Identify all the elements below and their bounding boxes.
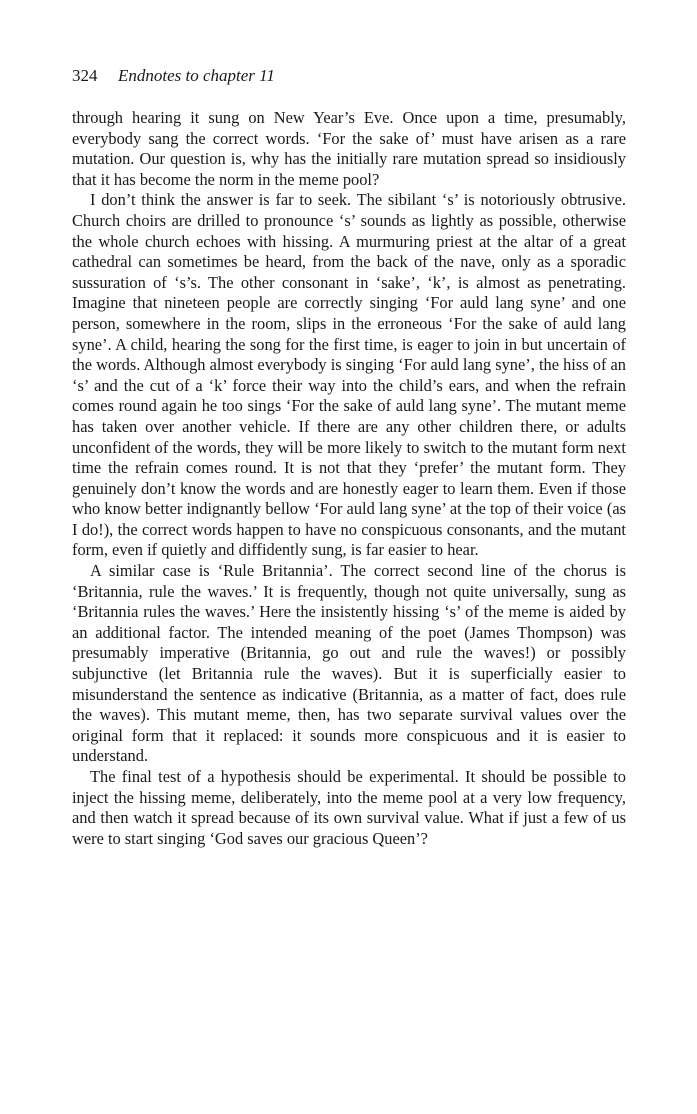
book-page: [72, 62, 626, 849]
page-number: 324: [72, 66, 98, 85]
paragraph-final-test: The final test of a hypothesis should be experimental. It should be possible to inject the hissing meme, deliberately, into the meme pool at a very low frequency, and then watch it spread because of its own survival value. What if just a few of us were to start singing ‘God saves our gracious Queen’?: [72, 767, 626, 848]
running-head-title: Endnotes to chapter 11: [118, 66, 275, 85]
running-head: [72, 62, 626, 90]
paragraph-sibilant: I don’t think the answer is far to seek. The sibilant ‘s’ is notoriously obtrusive. Church choirs are drilled to pronounce ‘s’ sounds as lightly as possible, otherwise the whole church echoes with hissing. A murmuring priest at the altar of a great cathedral can sometimes be heard, from the back of the nave, only as a sporadic sussuration of ‘s’s. The other consonant in ‘sake’, ‘k’, is almost as penetrating. Imagine that nineteen people are correctly singing ‘For auld lang syne’ and one person, somewhere in the room, slips in the erroneous ‘For the sake of auld lang syne’. A child, hearing the song for the first time, is eager to join in but uncertain of the words. Although almost everybody is singing ‘For auld lang syne’, the hiss of an ‘s’ and the cut of a ‘k’ force their way into the child’s ears, and when the refrain comes round again he too sings ‘For the sake of auld lang syne’. The mutant meme has taken over another vehicle. If there are any other children there, or adults unconfident of the words, they will be more likely to switch to the mutant form next time the refrain comes round. It is not that they ‘prefer’ the mutant form. They genuinely don’t know the words and are honestly eager to learn them. Even if those who know better indignantly bellow ‘For auld lang syne’ at the top of their voice (as I do!), the correct words happen to have no conspicuous consonants, and the mutant form, even if quietly and diffidently sung, is far easier to hear.: [72, 190, 626, 560]
body-text: [72, 108, 626, 849]
paragraph-rule-britannia: A similar case is ‘Rule Britannia’. The correct second line of the chorus is ‘Britannia, rule the waves.’ It is frequently, though not quite universally, sung as ‘Britannia rules the waves.’ Here the insistently hissing ‘s’ of the meme is aided by an additional factor. The intended meaning of the poet (James Thompson) was presumably imperative (Britannia, go out and rule the waves!) or possibly subjunctive (let Britannia rule the waves). But it is superficially easier to misunderstand the sentence as indicative (Britannia, as a matter of fact, does rule the waves). This mutant meme, then, has two separate survival values over the original form that it replaced: it sounds more conspicuous and it is easier to understand.: [72, 561, 626, 766]
paragraph-continuation: through hearing it sung on New Year’s Eve. Once upon a time, presumably, everybody sang the correct words. ‘For the sake of’ must have arisen as a rare mutation. Our question is, why has the initially rare mutation spread so insidiously that it has become the norm in the meme pool?: [72, 108, 626, 189]
